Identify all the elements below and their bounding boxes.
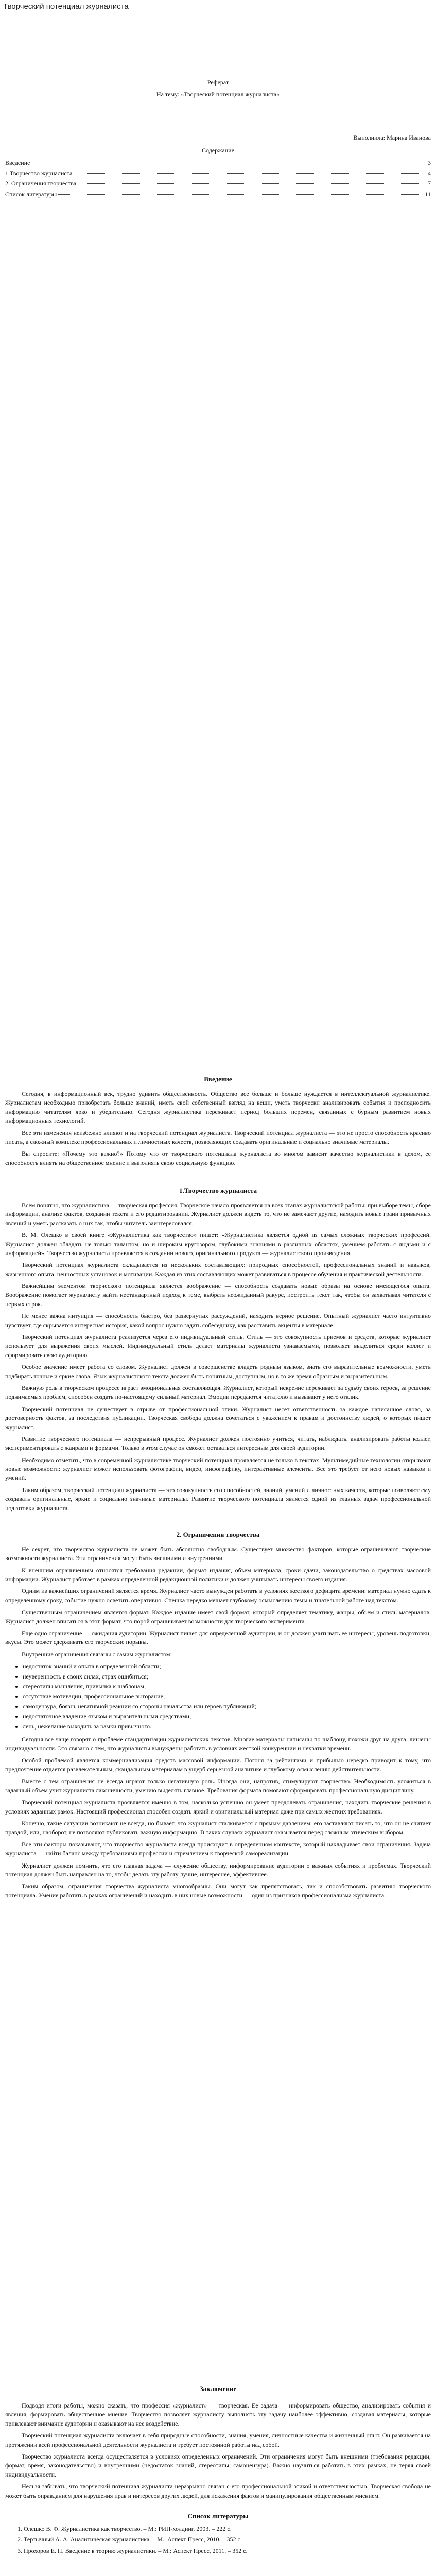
- toc-page: 3: [428, 159, 431, 166]
- paragraph: Необходимо отметить, что в современной журналистике творческий потенциал проявляется не только в текстах. Мультимедийные технологии открывают новые возможности: журналист может использовать фотографии, видео, инфографику, интерактивные элементы. Все это требует от него новых навыков и умений.: [5, 1456, 431, 1482]
- chapter-2-heading: 2. Ограничения творчества: [176, 1531, 260, 1539]
- toc-label: 1.Творчество журналиста: [5, 169, 73, 177]
- paragraph: Вместе с тем ограничения не всегда играют только негативную роль. Иногда они, напротив, стимулируют творчество. Необходимость уложиться в заданный объем учит журналиста лаконичности, умению выделять главное. Требования формата помогают сформировать профессиональную дисциплину.: [5, 1777, 431, 1794]
- toc-page: 7: [428, 180, 431, 188]
- references-section: [5, 2512, 431, 2555]
- paragraph: Важную роль в творческом процессе играет эмоциональная составляющая. Журналист, который искренне переживает за судьбу своих героев, за решение поднимаемых проблем, способен создать по-настоящему сильный материал. Эмоции передаются читателю и вызывают у него отклик.: [5, 1384, 431, 1401]
- reference-item: 2. Тертычный А. А. Аналитическая журналистика. – М.: Аспект Пресс, 2010. – 352 с.: [18, 2536, 242, 2544]
- paragraph: Конечно, такие ситуации возникают не всегда, но бывает, что журналист сталкивается с прямым давлением: его заставляют писать то, что он не считает правдой, или, наоборот, не позволяют публиковать важную информацию. В таких случаях журналист оказывается перед сложным этическим выбором.: [5, 1820, 431, 1836]
- paragraph: Особое значение имеет работа со словом. Журналист должен в совершенстве владеть родным языком, знать его выразительные возможности, уметь подбирать точные и яркие слова. Язык журналистского текста должен быть понятным, доступным, но в то же время образным и выразительным.: [5, 1363, 431, 1380]
- paragraphs: [5, 1201, 431, 1513]
- toc-heading: Содержание: [202, 147, 234, 155]
- paragraphs: [5, 1735, 431, 1900]
- paragraph: Развитие творческого потенциала — непрерывный процесс. Журналист должен постоянно учиться, читать, наблюдать, анализировать работы коллег, экспериментировать с жанрами и формами. Только в этом случае он сможет оставаться интересным для своей аудитории.: [5, 1435, 431, 1452]
- paragraph: Всем понятно, что журналистика — творческая профессия. Творческое начало проявляется на всех этапах журналистской работы: при выборе темы, сборе информации, анализе фактов, создании текста и его редактировании. Журналист должен видеть то, что не замечают другие, находить новые грани привычных явлений и уметь рассказать о них так, чтобы читатель заинтересовался.: [5, 1201, 431, 1227]
- chapter-2-section: [5, 1530, 431, 1900]
- paragraph: Все эти изменения неизбежно влияют и на творческий потенциал журналиста. Творческий потенциал журналиста — это не просто способность красиво писать, а сложный комплекс профессиональных и личностных качеств, позволяющих создавать оригинальные и социально значимые материалы.: [5, 1129, 431, 1145]
- toc-label: Список литературы: [5, 190, 57, 198]
- introduction-section: [5, 1075, 431, 1167]
- reference-item: 1. Олешко В. Ф. Журналистика как творчество. – М.: РИП-холдинг, 2003. – 222 с.: [18, 2524, 232, 2532]
- list-item: • неуверенность в своих силах, страх ошибиться;: [23, 1672, 431, 1681]
- paragraphs: [5, 2401, 431, 2500]
- document-topic: На тему: «Творческий потенциал журналиста»: [156, 91, 280, 98]
- conclusion-section: [5, 2384, 431, 2500]
- performer-block: [5, 133, 431, 142]
- paragraph: Нельзя забывать, что творческий потенциал журналиста неразрывно связан с его профессиональной этикой и ответственностью. Творческая свобода не может быть оправданием для нарушения прав и интересов других людей, для искажения фактов и манипулирования общественным мнением.: [5, 2483, 431, 2499]
- paragraph: Не менее важна интуиция — способность быстро, без развернутых рассуждений, находить верное решение. Опытный журналист часто интуитивно чувствует, где скрывается интересная история, какой вопрос нужно задать собеседнику, как расставить акценты в материале.: [5, 1312, 431, 1329]
- document-type: Реферат: [207, 79, 229, 86]
- list-item: • стереотипы мышления, привычка к шаблонам;: [23, 1682, 431, 1691]
- paragraph: Одним из важнейших ограничений является время. Журналист часто вынужден работать в условиях жесткого дефицита времени: материал нужно сдать к определенному сроку, событие нужно осветить оперативно. Спешка нередко мешает глубокому осмыслению темы и тщательной работе над текстом.: [5, 1587, 431, 1604]
- reference-item: 3. Прохоров Е. П. Введение в теорию журналистики. – М.: Аспект Пресс, 2011. – 352 с.: [18, 2547, 248, 2554]
- toc-leader: [78, 183, 426, 184]
- chapter-1-section: [5, 1186, 431, 1513]
- paragraph: Вы спросите: «Почему это важно?» Потому что от творческого потенциала журналиста во многом зависит качество журналистики в целом, ее способность влиять на общественное мнение и выполнять свою социальную функцию.: [5, 1150, 431, 1166]
- paragraph: Сегодня все чаще говорят о проблеме стандартизации журналистских текстов. Многие материалы написаны по шаблону, похожи друг на друга, лишены индивидуальности. Это связано с тем, что журналисты вынуждены работать в условиях жесткой конкуренции и нехватки времени.: [5, 1735, 431, 1752]
- chapter-1-heading: 1.Творчество журналиста: [179, 1187, 257, 1195]
- reference-list: [5, 2524, 431, 2555]
- toc-row[interactable]: [5, 179, 431, 188]
- performer-name: Выполнила: Марина Иванова: [353, 133, 431, 141]
- paragraph: В. М. Олешко в своей книге «Журналистика как творчество» пишет: «Журналистика является одной из самых сложных творческих профессий. Журналист должен обладать не только талантом, но и широким кругозором, глубокими знаниями в различных областях, умением работать с людьми и с информацией». Творчество журналиста проявляется в создании нового, оригинального продукта — журналистского произведения.: [5, 1231, 431, 1257]
- toc-label: 2. Ограничения творчества: [5, 180, 77, 188]
- toc-leader: [74, 173, 426, 174]
- toc-row[interactable]: [5, 169, 431, 178]
- conclusion-heading: Заключение: [199, 2385, 237, 2393]
- toc-leader: [58, 194, 423, 195]
- paragraph: Творческий потенциал не существует в отрыве от профессиональной этики. Журналист несет ответственность за каждое написанное слово, за достоверность фактов, за последствия публикации. Творческая свобода должна сочетаться с уважением к правам и достоинству людей, о которых пишет журналист.: [5, 1405, 431, 1431]
- table-of-contents: [5, 146, 431, 199]
- paragraph: Сегодня, в информационный век, трудно удивить общественность. Общество все больше и больше нуждается в интеллектуальной журналистике. Журналистам необходимо приобретать больше знаний, иметь свой собственный взгляд на вещи, уметь творчески анализировать события и преподносить информацию читателям ярко и убедительно. Сегодня журналистика переживает период больших перемен, связанных с бурным развитием новых информационных технологий.: [5, 1090, 431, 1125]
- paragraph: Особой проблемой является коммерциализация средств массовой информации. Погоня за рейтингами и прибылью нередко приводит к тому, что предпочтение отдается развлекательным, скандальным материалам в ущерб серьезной аналитике и глубокому осмыслению действительности.: [5, 1756, 431, 1773]
- list-intro: Внутренние ограничения связаны с самим журналистом:: [22, 1650, 172, 1658]
- paragraph: Существенным ограничением является формат. Каждое издание имеет свой формат, который определяет тематику, жанры, объем и стиль материалов. Журналист должен вписаться в этот формат, что порой ограничивает возможности для творческого эксперимента.: [5, 1608, 431, 1625]
- paragraph: Творчество журналиста всегда осуществляется в условиях определенных ограничений. Эти ограничения могут быть внешними (требования редакции, формат, время, законодательство) и внутренними (недостаток знаний, стереотипы, самоцензура). Важно научиться работать в этих рамках, не теряя своей индивидуальности.: [5, 2452, 431, 2478]
- bullet-list: [5, 1662, 431, 1731]
- list-item: • недостаток знаний и опыта в определенной области;: [23, 1662, 431, 1671]
- list-item: • лень, нежелание выходить за рамки привычного.: [23, 1722, 431, 1731]
- paragraph: Творческий потенциал журналиста проявляется именно в том, насколько успешно он умеет преодолевать ограничения, находить творческие решения в условиях заданных рамок. Настоящий профессионал способен создать яркий и оригинальный материал даже при самых жестких требованиях.: [5, 1799, 431, 1815]
- paragraphs: [5, 1545, 431, 1647]
- paragraph: Журналист должен помнить, что его главная задача — служение обществу, информирование аудитории о важных событиях и проблемах. Творческий потенциал должен быть направлен на то, чтобы делать эту работу лучше, интереснее, эффективнее.: [5, 1861, 431, 1878]
- paragraph: Творческий потенциал журналиста реализуется через его индивидуальный стиль. Стиль — это совокупность приемов и средств, которые журналист использует для выражения своих мыслей. Индивидуальный стиль делает материалы журналиста узнаваемыми, позволяет выделиться среди коллег и сформировать свою аудиторию.: [5, 1333, 431, 1359]
- list-item: • отсутствие мотивации, профессиональное выгорание;: [23, 1692, 431, 1701]
- paragraph: Важнейшим элементом творческого потенциала является воображение — способность создавать новые образы на основе имеющегося опыта. Воображение помогает журналисту найти нестандартный подход к теме, выбрать неожиданный ракурс, построить текст так, чтобы он захватывал читателя с первых строк.: [5, 1282, 431, 1308]
- introduction-heading: Введение: [204, 1075, 232, 1083]
- toc-row[interactable]: [5, 190, 431, 199]
- paragraph: Таким образом, творческий потенциал журналиста — это совокупность его способностей, знаний, умений и личностных качеств, которые позволяют ему создавать оригинальные, яркие и социально значимые материалы. Развитие творческого потенциала является одной из главных задач профессиональной подготовки журналиста.: [5, 1486, 431, 1512]
- site-title: Творческий потенциал журналиста: [3, 2, 129, 11]
- paragraph: Таким образом, ограничения творчества журналиста многообразны. Они могут как препятствовать, так и способствовать развитию творческого потенциала. Умение работать в рамках ограничений и находить в них новые возможности — один из признаков профессионализма журналиста.: [5, 1883, 431, 1899]
- paragraph: Творческий потенциал журналиста включает в себя природные способности, знания, умения, личностные качества и жизненный опыт. Он развивается на протяжении всей профессиональной деятельности журналиста и требует постоянной работы над собой.: [5, 2432, 431, 2448]
- toc-page: 11: [425, 190, 431, 198]
- list-item: • самоцензура, боязнь негативной реакции со стороны начальства или героев публикаций;: [23, 1702, 431, 1711]
- paragraph: Не секрет, что творчество журналиста не может быть абсолютно свободным. Существует множество факторов, которые ограничивают творческие возможности журналиста. Эти ограничения могут быть внешними и внутренними.: [5, 1545, 431, 1562]
- cover-block: [5, 78, 431, 99]
- paragraph: Еще одно ограничение — ожидания аудитории. Журналист пишет для определенной аудитории, и он должен учитывать ее интересы, уровень подготовки, вкусы. Это может сдерживать его творческие порывы.: [5, 1630, 431, 1646]
- paragraph: К внешним ограничениям относятся требования редакции, формат издания, объем материала, сроки сдачи, законодательство о средствах массовой информации. Журналист работает в рамках определенной редакционной политики и должен учитывать интересы своего издания.: [5, 1566, 431, 1583]
- document-body: [5, 18, 431, 2557]
- list-item: • недостаточное владение языком и выразительными средствами;: [23, 1712, 431, 1721]
- paragraph: Подводя итоги работы, можно сказать, что профессия «журналист» — творческая. Ее задача — информировать общество, анализировать события и явления, формировать общественное мнение. Творчество позволяет журналисту выполнять эту задачу наиболее эффективно, создавая материалы, которые привлекают внимание аудитории и оказывают на нее воздействие.: [5, 2402, 431, 2427]
- toc-row[interactable]: [5, 159, 431, 167]
- references-heading: Список литературы: [187, 2512, 249, 2520]
- toc-page: 4: [428, 169, 431, 177]
- toc-label: Введение: [5, 159, 30, 166]
- paragraphs: [5, 1090, 431, 1167]
- paragraph: Творческий потенциал журналиста складывается из нескольких составляющих: природных способностей, профессиональных знаний и навыков, жизненного опыта, ценностных установок и мотивации. Каждая из этих составляющих может развиваться в процессе обучения и практической деятельности.: [5, 1261, 431, 1278]
- paragraph: Все эти факторы показывают, что творчество журналиста всегда происходит в определенном контексте, который накладывает свои ограничения. Задача журналиста — найти баланс между требованиями профессии и стремлением к творческой самореализации.: [5, 1840, 431, 1857]
